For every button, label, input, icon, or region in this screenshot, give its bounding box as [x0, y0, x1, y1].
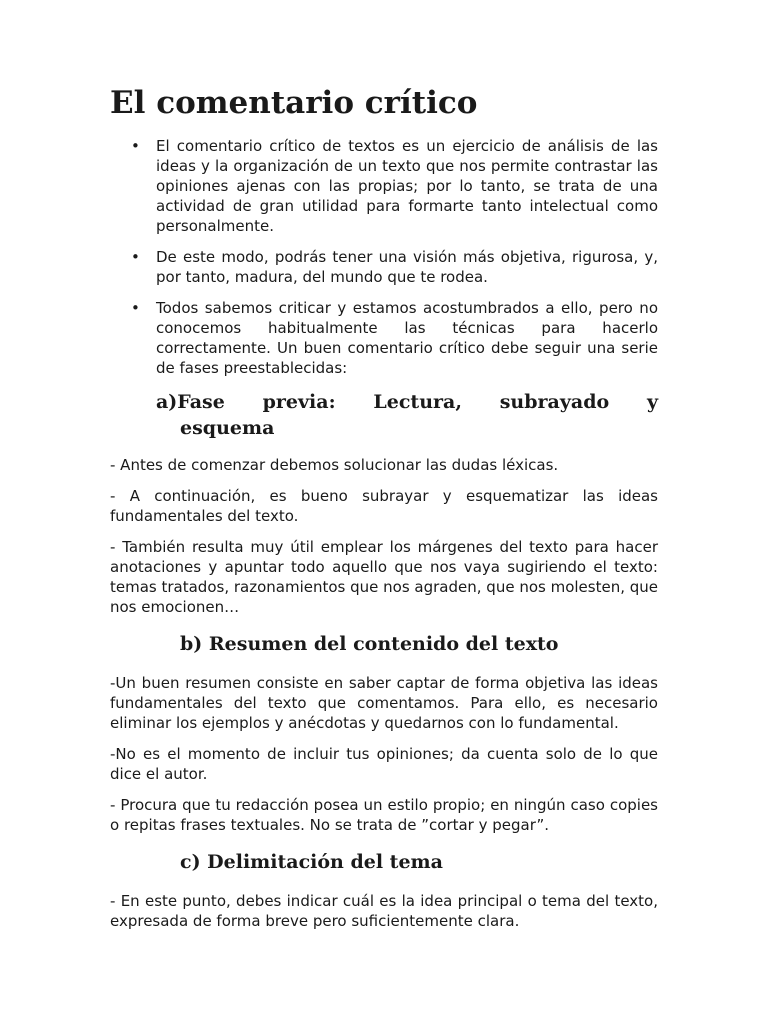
section-heading-line: a)Fase previa: Lectura, subrayado y: [156, 391, 658, 413]
bullet-item: • El comentario crítico de textos es un ejercicio de análisis de las ideas y la organización de un texto que nos permite contrastar las opiniones ajenas con las propias; por lo tanto, se trata de una actividad de gran utilidad para formarte tanto intelectual como personalmente.: [156, 136, 658, 236]
section-heading-delimitacion: c) Delimitación del tema: [180, 851, 443, 873]
paragraph: - Antes de comenzar debemos solucionar las dudas léxicas.: [110, 456, 559, 474]
document-content: [110, 84, 658, 942]
paragraph: -No es el momento de incluir tus opiniones; da cuenta solo de lo que dice el autor.: [110, 745, 658, 783]
intro-bullet-list: [110, 136, 658, 378]
paragraph: - Procura que tu redacción posea un estilo propio; en ningún caso copies o repitas frases textuales. No se trata de ”cortar y pegar”.: [110, 796, 658, 834]
paragraph: - A continuación, es bueno subrayar y esquematizar las ideas fundamentales del texto.: [110, 487, 658, 525]
section-heading-resumen: b) Resumen del contenido del texto: [180, 633, 559, 655]
bullet-item: • De este modo, podrás tener una visión más objetiva, rigurosa, y, por tanto, madura, del mundo que te rodea.: [156, 247, 658, 287]
document-title: El comentario crítico: [110, 85, 478, 121]
bullet-item: • Todos sabemos criticar y estamos acostumbrados a ello, pero no conocemos habitualmente las técnicas para hacerlo correctamente. Un buen comentario crítico debe seguir una serie de fases preestablecidas:: [156, 298, 658, 378]
section-heading-fase-previa: [156, 389, 658, 441]
paragraph: - En este punto, debes indicar cuál es la idea principal o tema del texto, expresada de forma breve pero suficientemente clara.: [110, 892, 658, 930]
paragraph: - También resulta muy útil emplear los márgenes del texto para hacer anotaciones y apuntar todo aquello que nos vaya sugiriendo el texto: temas tratados, razonamientos que nos agraden, que nos molesten, que nos emocionen…: [110, 538, 658, 616]
section-heading-line: esquema: [180, 417, 275, 439]
paragraph: -Un buen resumen consiste en saber captar de forma objetiva las ideas fundamentales del texto que comentamos. Para ello, es necesario eliminar los ejemplos y anécdotas y quedarnos con lo fundamental.: [110, 674, 658, 732]
